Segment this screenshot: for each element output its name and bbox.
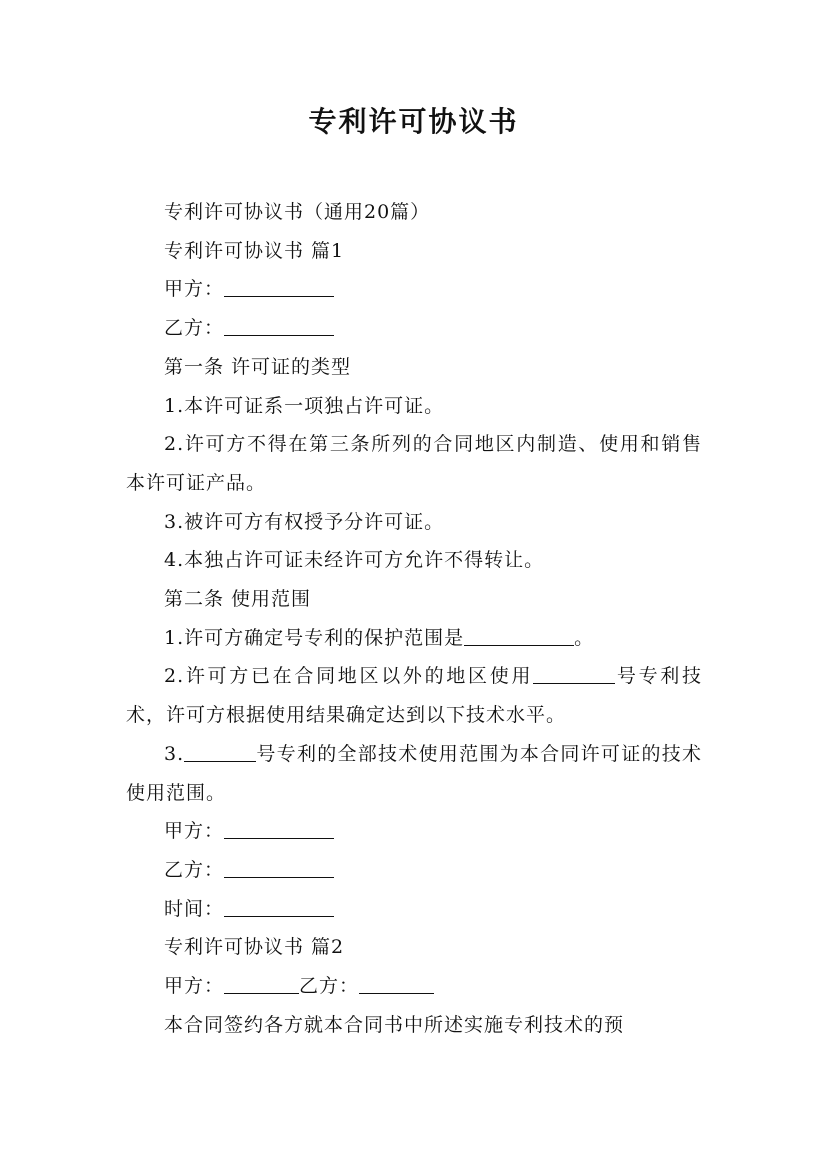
- patent-number-blank: [533, 664, 615, 684]
- clause-2-item-3-num: 3.: [164, 742, 185, 765]
- protection-scope-blank: [464, 626, 574, 646]
- document-body: [126, 193, 702, 1044]
- art2-parties-line: [126, 967, 702, 1006]
- art2-party-b-label: 乙方：: [299, 975, 360, 998]
- party-b-label: 乙方：: [164, 317, 225, 340]
- patent-number-blank-2: [184, 742, 256, 762]
- article-title-1: 专利许可协议书 篇1: [164, 239, 345, 262]
- clause-1-item-2: 2.许可方不得在第三条所列的合同地区内制造、使用和销售本许可证产品。: [126, 433, 702, 494]
- party-b-blank: [224, 316, 334, 336]
- clause-1-title: 第一条 许可证的类型: [164, 355, 352, 378]
- article-title-2: 专利许可协议书 篇2: [164, 936, 345, 959]
- party-a-label: 甲方：: [164, 278, 225, 301]
- sign-party-b-label: 乙方：: [164, 858, 225, 881]
- sign-party-b-blank: [224, 858, 334, 878]
- art2-party-a-label: 甲方：: [164, 975, 225, 998]
- clause-1-item-1: 1.本许可证系一项独占许可证。: [164, 394, 445, 417]
- sign-party-a-line: [126, 812, 702, 851]
- clause-2-title: 第二条 使用范围: [164, 588, 312, 611]
- art2-party-a-blank: [224, 974, 299, 994]
- sign-time-blank: [224, 897, 334, 917]
- party-a-line: [126, 270, 702, 309]
- clause-1-item-3: 3.被许可方有权授予分许可证。: [164, 510, 445, 533]
- sign-time-line: [126, 890, 702, 929]
- party-b-line: [126, 309, 702, 348]
- clause-2-item-1-end: 。: [574, 626, 595, 649]
- art2-party-b-blank: [359, 974, 434, 994]
- art2-paragraph-1: 本合同签约各方就本合同书中所述实施专利技术的预: [164, 1013, 625, 1036]
- clause-1-item-4: 4.本独占许可证未经许可方允许不得转让。: [164, 549, 545, 572]
- sign-party-b-line: [126, 851, 702, 890]
- document-heading: 专利许可协议书（通用20篇）: [164, 201, 431, 223]
- clause-2-item-2-text: 2.许可方已在合同地区以外的地区使用: [164, 665, 534, 688]
- clause-2-item-3: [126, 735, 702, 812]
- party-a-blank: [224, 277, 334, 297]
- sign-party-a-label: 甲方：: [164, 820, 225, 843]
- clause-2-item-3-rest: 号专利的全部技术使用范围为本合同许可证的技术使用范围。: [126, 742, 702, 804]
- sign-party-a-blank: [224, 819, 334, 839]
- sign-time-label: 时间：: [164, 897, 225, 920]
- clause-2-item-1: [126, 619, 702, 658]
- page-title: 专利许可协议书: [308, 105, 519, 138]
- clause-2-item-2-rest: 号专利技术，许可方根据使用结果确定达到以下技术水平。: [126, 665, 702, 727]
- clause-2-item-1-text: 1.许可方确定号专利的保护范围是: [164, 626, 465, 649]
- clause-2-item-2: [126, 657, 702, 734]
